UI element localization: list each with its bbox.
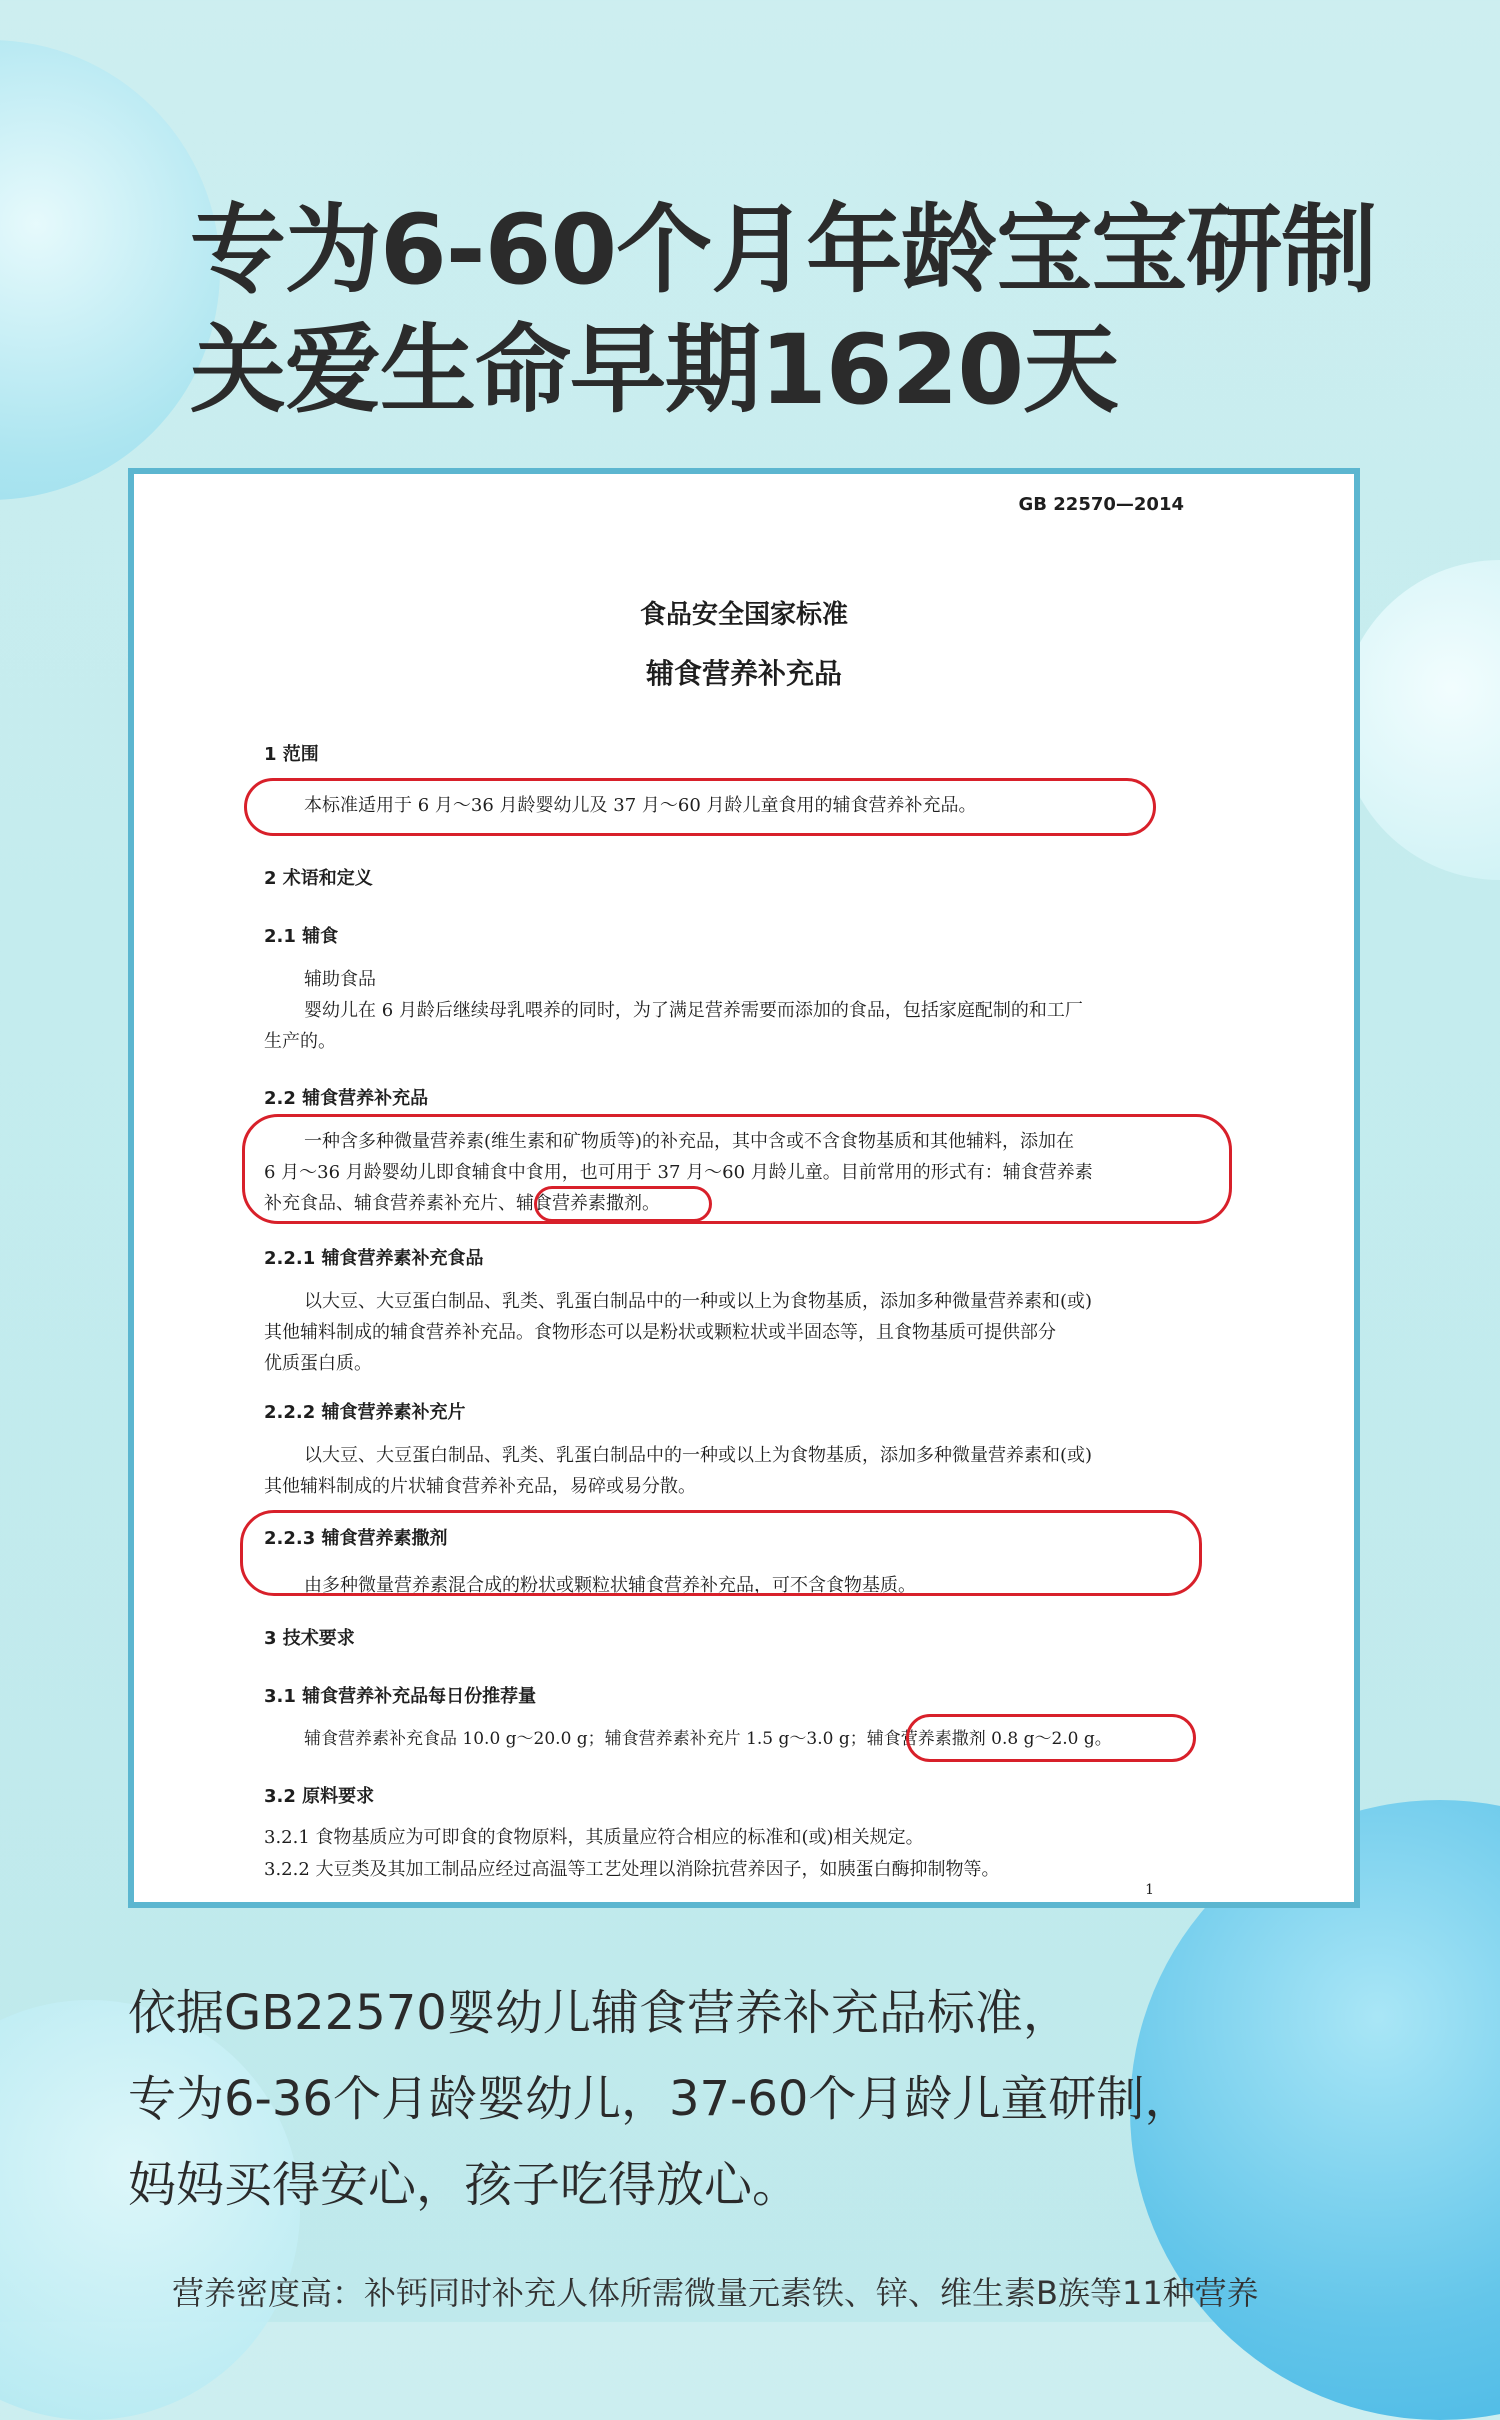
section-2-1-heading: 2.1 辅食 xyxy=(264,926,339,947)
body-line-1: 依据GB22570婴幼儿辅食营养补充品标准， xyxy=(128,1985,1071,2041)
section-2-2-line-3: 补充食品、辅食营养素补充片、辅食营养素撒剂。 xyxy=(264,1193,660,1214)
highlight-ring-sachet-term xyxy=(534,1186,712,1222)
body-line-3: 妈妈买得安心，孩子吃得放心。 xyxy=(128,2157,801,2213)
section-2-2-line-2: 6 月～36 月龄婴幼儿即食辅食中食用，也可用于 37 月～60 月龄儿童。目前常用的形式有：辅食营养素 xyxy=(264,1162,1093,1183)
headline-line-2: 关爱生命早期1620天 xyxy=(190,314,1119,426)
section-3-2-2-line: 3.2.2 大豆类及其加工制品应经过高温等工艺处理以消除抗营养因子，如胰蛋白酶抑制物等。 xyxy=(264,1859,1000,1880)
section-2-heading: 2 术语和定义 xyxy=(264,868,373,889)
section-1-text: 本标准适用于 6 月～36 月龄婴幼儿及 37 月～60 月龄儿童食用的辅食营养补充品。 xyxy=(304,795,977,816)
page-number: 1 xyxy=(1145,1882,1154,1898)
decorative-bubble-top-left xyxy=(0,40,220,500)
section-3-heading: 3 技术要求 xyxy=(264,1628,355,1649)
highlight-ring-scope xyxy=(244,778,1156,836)
section-2-2-3-heading: 2.2.3 辅食营养素撒剂 xyxy=(264,1528,448,1549)
standard-number: GB 22570—2014 xyxy=(1018,494,1184,515)
section-2-2-2-line-1: 以大豆、大豆蛋白制品、乳类、乳蛋白制品中的一种或以上为食物基质，添加多种微量营养素和(或) xyxy=(304,1445,1093,1466)
section-2-2-3-line-1: 由多种微量营养素混合成的粉状或颗粒状辅食营养补充品，可不含食物基质。 xyxy=(304,1575,916,1596)
nutrition-density-note: 营养密度高：补钙同时补充人体所需微量元素铁、锌、维生素B族等11种营养 xyxy=(172,2274,1259,2312)
section-2-2-1-line-1: 以大豆、大豆蛋白制品、乳类、乳蛋白制品中的一种或以上为食物基质，添加多种微量营养素和(或) xyxy=(304,1291,1093,1312)
document-subtitle: 辅食营养补充品 xyxy=(645,657,842,690)
section-2-2-2-heading: 2.2.2 辅食营养素补充片 xyxy=(264,1402,466,1423)
body-paragraph xyxy=(128,1970,1192,2228)
highlight-ring-sachet-dose xyxy=(906,1714,1196,1762)
section-3-2-heading: 3.2 原料要求 xyxy=(264,1786,375,1807)
document-title: 食品安全国家标准 xyxy=(639,600,848,630)
section-2-2-1-line-3: 优质蛋白质。 xyxy=(264,1353,372,1374)
section-3-1-line-1: 辅食营养素补充食品 10.0 g～20.0 g；辅食营养素补充片 1.5 g～3.0 g；辅食营养素撒剂 0.8 g～2.0 g。 xyxy=(304,1729,1112,1749)
section-2-2-1-heading: 2.2.1 辅食营养素补充食品 xyxy=(264,1248,484,1269)
section-2-2-heading: 2.2 辅食营养补充品 xyxy=(264,1088,429,1109)
section-2-2-line-1: 一种含多种微量营养素(维生素和矿物质等)的补充品，其中含或不含食物基质和其他辅料，添加在 xyxy=(304,1131,1075,1152)
decorative-bubble-right xyxy=(1340,560,1500,880)
headline-line-1: 专为6-60个月年龄宝宝研制 xyxy=(190,194,1377,306)
section-2-2-1-line-2: 其他辅料制成的辅食营养补充品。食物形态可以是粉状或颗粒状或半固态等，且食物基质可提供部分 xyxy=(264,1322,1056,1343)
highlight-ring-sachet-definition xyxy=(240,1510,1202,1596)
section-1-heading: 1 范围 xyxy=(264,744,319,765)
section-2-1-line-2: 婴幼儿在 6 月龄后继续母乳喂养的同时，为了满足营养需要而添加的食品，包括家庭配制的和工厂 xyxy=(304,1000,1083,1021)
section-2-2-2-line-2: 其他辅料制成的片状辅食营养补充品，易碎或易分散。 xyxy=(264,1476,696,1497)
headline xyxy=(190,190,1376,430)
highlight-ring-definition xyxy=(242,1114,1232,1224)
standard-document xyxy=(134,474,1354,1902)
section-3-1-heading: 3.1 辅食营养补充品每日份推荐量 xyxy=(264,1686,537,1707)
section-3-2-1-line: 3.2.1 食物基质应为可即食的食物原料，其质量应符合相应的标准和(或)相关规定。 xyxy=(264,1827,924,1848)
standard-document-image xyxy=(128,468,1360,1908)
section-2-1-line-3: 生产的。 xyxy=(264,1031,336,1052)
section-2-1-line-1: 辅助食品 xyxy=(304,969,376,990)
body-line-2: 专为6-36个月龄婴幼儿，37-60个月龄儿童研制， xyxy=(128,2071,1193,2127)
